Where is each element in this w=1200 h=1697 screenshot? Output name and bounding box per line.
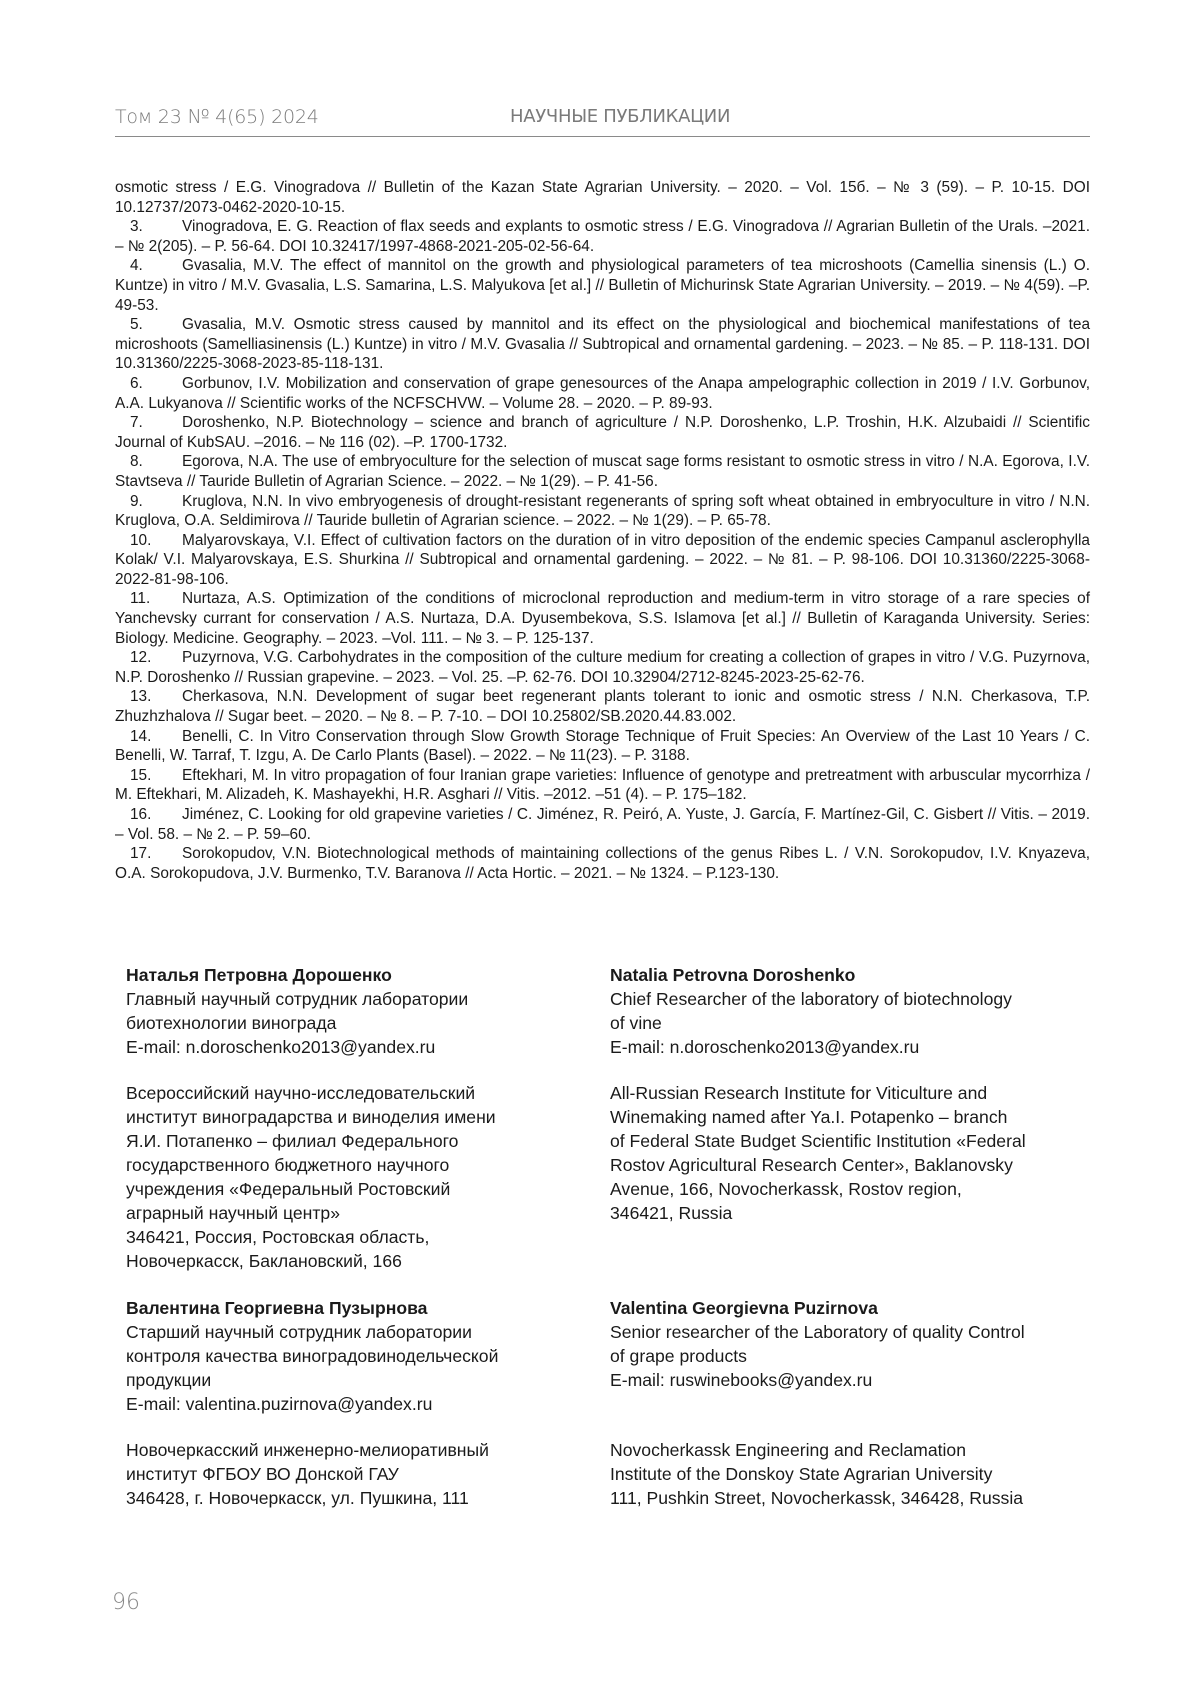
section-title: НАУЧНЫЕ ПУБЛИКАЦИИ	[510, 106, 731, 127]
author-position: Главный научный сотрудник лаборатории	[126, 989, 469, 1009]
affiliation-line: Avenue, 166, Novocherkassk, Rostov region,	[610, 1179, 962, 1199]
affiliation-block	[126, 1438, 586, 1510]
reference-text: Sorokopudov, V.N. Biotechnological methods of maintaining collections of the genus Ribes L. / V.N. Sorokopudov, I.V. Knyazeva, O.A. Sorokopudova, J.V. Burmenko, T.V. Baranova // Acta Hortic. – 2021. – № 1324. – P.123-130.	[115, 845, 1090, 882]
affiliation-line: Novocherkassk Engineering and Reclamation	[610, 1440, 966, 1460]
author-email: E-mail: n.doroschenko2013@yandex.ru	[610, 1037, 920, 1057]
reference-number: 8.	[130, 453, 143, 471]
reference-item	[115, 648, 1090, 687]
author-block	[610, 1296, 1070, 1392]
affiliation-line: 346421, Russia	[610, 1203, 733, 1223]
reference-number: 13.	[130, 688, 152, 706]
reference-text: Egorova, N.A. The use of embryoculture for the selection of muscat sage forms resistant to osmotic stress in vitro / N.A. Egorova, I.V. Stavtseva // Tauride Bulletin of Agrarian Science. – 2022. – № 1(29). – P. 41-56.	[115, 453, 1090, 490]
reference-item	[115, 452, 1090, 491]
affiliation-line: аграрный научный центр»	[126, 1203, 340, 1223]
reference-item	[115, 217, 1090, 256]
affiliation-block	[610, 1438, 1070, 1510]
reference-item	[115, 256, 1090, 315]
reference-list	[115, 178, 1090, 903]
reference-text: Cherkasova, N.N. Development of sugar beet regenerant plants tolerant to ionic and osmotic stress / N.N. Cherkasova, T.P. Zhuzhzhalova // Sugar beet. – 2020. – № 8. – P. 7-10. – DOI 10.25802/SB.2020.44.83.002.	[115, 688, 1090, 726]
reference-item	[115, 727, 1090, 766]
reference-number: 17.	[130, 845, 152, 863]
running-header	[115, 106, 1090, 137]
author-position: биотехнологии винограда	[126, 1013, 337, 1033]
reference-number: 9.	[130, 492, 143, 510]
reference-number: 6.	[130, 374, 143, 392]
reference-item	[115, 178, 1090, 217]
reference-item	[115, 413, 1090, 452]
page-number: 96	[112, 1590, 140, 1615]
author-position: of grape products	[610, 1346, 747, 1366]
author-position: продукции	[126, 1370, 212, 1390]
affiliation-line: институт ФГБОУ ВО Донской ГАУ	[126, 1464, 399, 1484]
affiliation-line: Winemaking named after Ya.I. Potapenko – branch	[610, 1107, 1008, 1127]
affiliation-line: 111, Pushkin Street, Novocherkassk, 346428, Russia	[610, 1488, 1024, 1508]
reference-text: Gvasalia, M.V. The effect of mannitol on the growth and physiological parameters of tea microshoots (Camellia sinensis (L.) O. Kuntze) in vitro / M.V. Gvasalia, L.S. Samarina, L.S. Malyukova [et al.] // Bulletin of Michurinsk State Agrarian University. – 2019. – № 4(59). –P. 49-53.	[115, 257, 1090, 314]
reference-item	[115, 374, 1090, 413]
affiliation-line: of Federal State Budget Scientific Institution «Federal	[610, 1131, 1026, 1151]
reference-number: 16.	[130, 806, 152, 823]
reference-number: 5.	[130, 316, 143, 334]
affiliation-line: Новочеркасск, Баклановский, 166	[126, 1251, 402, 1271]
journal-issue: Том 23 № 4(65) 2024	[115, 106, 319, 128]
reference-text: Malyarovskaya, V.I. Effect of cultivation factors on the duration of in vitro deposition of the endemic species Campanul asclerophylla Kolak/ V.I. Malyarovskaya, E.S. Shurkina // Subtropical and ornamental gardening. – 2022. – № 81. – P. 98-106. DOI 10.31360/2225-3068-2022-81-98-106.	[115, 531, 1090, 588]
affiliation-line: 346421, Россия, Ростовская область,	[126, 1227, 430, 1247]
reference-number: 15.	[130, 766, 152, 784]
reference-text: Gorbunov, I.V. Mobilization and conservation of grape genesources of the Anapa ampelographic collection in 2019 / I.V. Gorbunov, A.A. Lukyanova // Scientific works of the NCFSCHVW. – Volume 28. – 2020. – P. 89-93.	[115, 374, 1090, 412]
author-position: Старший научный сотрудник лаборатории	[126, 1322, 472, 1342]
reference-item	[115, 589, 1090, 648]
reference-text: Puzyrnova, V.G. Carbohydrates in the composition of the culture medium for creating a collection of grapes in vitro / V.G. Puzyrnova, N.P. Doroshenko // Russian grapevine. – 2023. – Vol. 25. –P. 62-76. DOI 10.32904/2712-8245-2023-25-62-76.	[115, 649, 1090, 686]
author-email: E-mail: n.doroschenko2013@yandex.ru	[126, 1037, 436, 1057]
affiliation-line: Institute of the Donskoy State Agrarian University	[610, 1464, 993, 1484]
reference-number: 4.	[130, 257, 143, 275]
affiliation-block	[610, 1081, 1070, 1225]
reference-number: 12.	[130, 649, 152, 667]
reference-number: 3.	[130, 218, 143, 236]
reference-number: 7.	[130, 414, 143, 432]
reference-text: Jiménez, C. Looking for old grapevine varieties / C. Jiménez, R. Peiró, A. Yuste, J. García, F. Martínez-Gil, C. Gisbert // Vitis. – 2019. – Vol. 58. – № 2. – P. 59–60.	[115, 806, 1090, 843]
reference-item	[115, 492, 1090, 531]
author-position: of vine	[610, 1013, 662, 1033]
author-email: E-mail: valentina.puzirnova@yandex.ru	[126, 1394, 433, 1414]
reference-text: Eftekhari, M. In vitro propagation of four Iranian grape varieties: Influence of genotype and pretreatment with arbuscular mycorrhiza / M. Eftekhari, M. Alizadeh, K. Mashayekhi, H.R. Asghari // Vitis. –2012. –51 (4). – P. 175–182.	[115, 766, 1090, 804]
reference-number: 14.	[130, 727, 152, 745]
author-block	[126, 963, 586, 1059]
reference-text: Benelli, C. In Vitro Conservation through Slow Growth Storage Technique of Fruit Species: An Overview of the Last 10 Years / C. Benelli, W. Tarraf, T. Izgu, A. De Carlo Plants (Basel). – 2022. – № 11(23). – P. 3188.	[115, 727, 1090, 765]
affiliation-line: Новочеркасский инженерно-мелиоративный	[126, 1440, 489, 1460]
reference-item	[115, 531, 1090, 590]
reference-item	[115, 766, 1090, 805]
reference-item	[115, 805, 1090, 844]
reference-number: 11.	[130, 590, 151, 608]
affiliation-block	[126, 1081, 586, 1273]
reference-item	[115, 315, 1090, 374]
affiliation-line: Я.И. Потапенко – филиал Федерального	[126, 1131, 459, 1151]
author-email: E-mail: ruswinebooks@yandex.ru	[610, 1370, 873, 1390]
reference-item	[115, 844, 1090, 883]
author-position: Chief Researcher of the laboratory of biotechnology	[610, 989, 1012, 1009]
author-name: Natalia Petrovna Doroshenko	[610, 965, 856, 985]
affiliation-line: Rostov Agricultural Research Center», Baklanovsky	[610, 1155, 1013, 1175]
reference-text: Doroshenko, N.P. Biotechnology – science and branch of agriculture / N.P. Doroshenko, L.P. Troshin, H.K. Alzubaidi // Scientific Journal of KubSAU. –2016. – № 116 (02). –P. 1700-1732.	[115, 414, 1090, 451]
author-position: контроля качества виноградовинодельческой	[126, 1346, 499, 1366]
author-block	[126, 1296, 586, 1416]
reference-item	[115, 883, 1090, 903]
reference-text: osmotic stress / E.G. Vinogradova // Bulletin of the Kazan State Agrarian University. – 2020. – Vol. 15б. – № 3 (59). – P. 10-15. DOI 10.12737/2073-0462-2020-10-15.	[115, 179, 1090, 216]
affiliation-line: учреждения «Федеральный Ростовский	[126, 1179, 451, 1199]
author-name: Valentina Georgievna Puzirnova	[610, 1298, 878, 1318]
reference-text: Vinogradova, E. G. Reaction of flax seeds and explants to osmotic stress / E.G. Vinogradova // Agrarian Bulletin of the Urals. –2021. – № 2(205). – P. 56-64. DOI 10.32417/1997-4868-2021-205-02-56-64.	[115, 218, 1090, 255]
author-name: Валентина Георгиевна Пузырнова	[126, 1298, 428, 1318]
reference-number: 10.	[130, 531, 152, 549]
reference-text: Nurtaza, A.S. Optimization of the conditions of microclonal reproduction and medium-term in vitro storage of a rare species of Yanchevsky currant for conservation / A.S. Nurtaza, D.A. Dyusembekova, S.S. Islamova [et al.] // Bulletin of Karaganda University. Series: Biology. Medicine. Geography. – 2023. –Vol. 111. – № 3. – P. 125-137.	[115, 590, 1090, 647]
author-position: Senior researcher of the Laboratory of quality Control	[610, 1322, 1025, 1342]
affiliation-line: государственного бюджетного научного	[126, 1155, 450, 1175]
reference-text: Gvasalia, M.V. Osmotic stress caused by mannitol and its effect on the physiological and biochemical manifestations of tea microshoots (Samelliasinensis (L.) Kuntze) in vitro / M.V. Gvasalia // Subtropical and ornamental gardening. – 2023. – № 85. – P. 118-131. DOI 10.31360/2225-3068-2023-85-118-131.	[115, 316, 1090, 373]
author-block	[610, 963, 1070, 1059]
affiliation-line: 346428, г. Новочеркасск, ул. Пушкина, 111	[126, 1488, 469, 1508]
reference-text: Kruglova, N.N. In vivo embryogenesis of drought-resistant regenerants of spring soft wheat obtained in embryoculture in vitro / N.N. Kruglova, O.A. Seldimirova // Tauride bulletin of Agrarian science. – 2022. – № 1(29). – P. 65-78.	[115, 492, 1090, 530]
affiliation-line: All-Russian Research Institute for Viticulture and	[610, 1083, 988, 1103]
affiliation-line: институт виноградарства и виноделия имени	[126, 1107, 496, 1127]
author-name: Наталья Петровна Дорошенко	[126, 965, 392, 985]
reference-item	[115, 687, 1090, 726]
affiliation-line: Всероссийский научно-исследовательский	[126, 1083, 476, 1103]
